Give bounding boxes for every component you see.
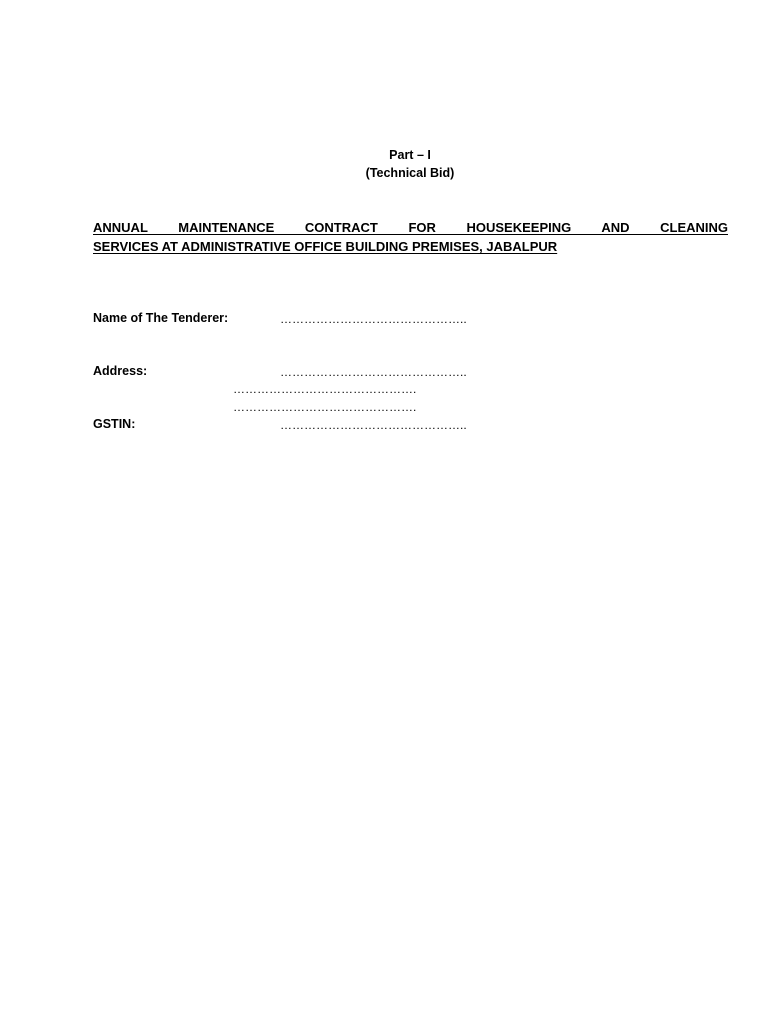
tenderer-name-label: Name of The Tenderer: xyxy=(93,311,229,325)
address-label: Address: xyxy=(93,364,148,378)
part-title: Part – I xyxy=(389,148,431,162)
contract-heading-line-2: SERVICES AT ADMINISTRATIVE OFFICE BUILDING PREMISES, JABALPUR xyxy=(93,239,558,254)
gstin-label: GSTIN: xyxy=(93,417,136,431)
contract-heading-line-1: ANNUAL MAINTENANCE CONTRACT FOR HOUSEKEEPING AND CLEANING xyxy=(93,220,728,235)
address-blank-line-3: ………………………………………. xyxy=(233,400,417,414)
tenderer-name-blank: ……………………………………….. xyxy=(280,312,467,326)
part-subtitle: (Technical Bid) xyxy=(365,166,455,180)
gstin-blank: ……………………………………….. xyxy=(280,418,467,432)
address-blank-line-1: ……………………………………….. xyxy=(280,365,467,379)
address-blank-line-2: ………………………………………. xyxy=(233,382,417,396)
